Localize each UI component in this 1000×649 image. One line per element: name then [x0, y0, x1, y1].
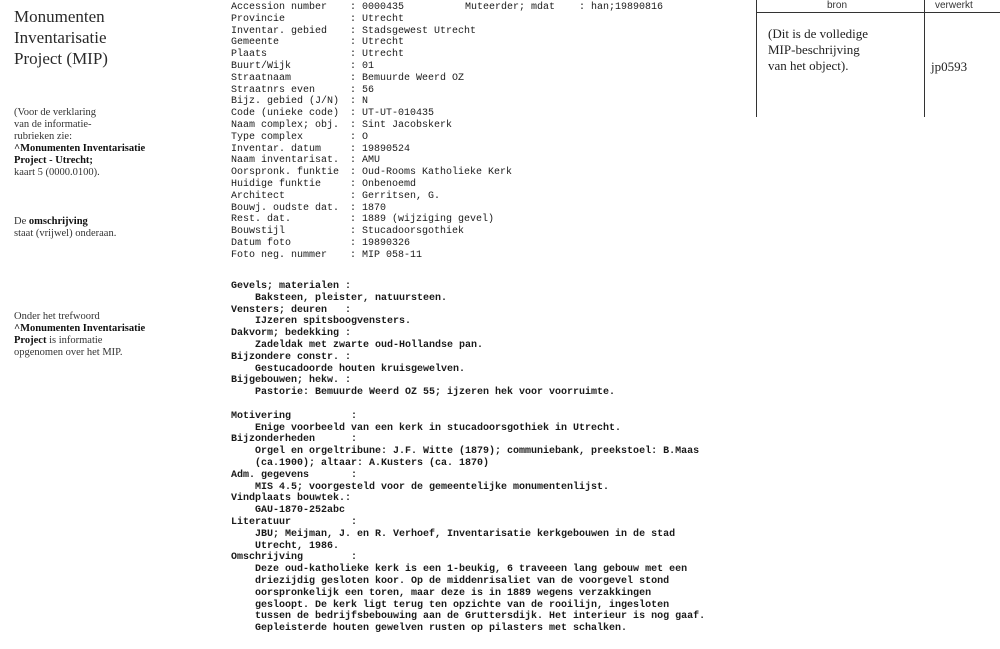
- section-line: MIS 4.5; voorgesteld voor de gemeentelijke monumentenlijst.: [255, 481, 610, 493]
- note-line: staat (vrijwel) onderaan.: [14, 228, 117, 239]
- section-line: Zadeldak met zwarte oud-Hollandse pan.: [255, 339, 484, 351]
- record-fields: [231, 2, 664, 262]
- field-value: : N: [350, 96, 369, 108]
- field-label: Code (unieke code): [231, 108, 340, 120]
- section-line: oorspronkelijk een toren, maar deze is in 1889 wegens verzakkingen: [255, 587, 652, 599]
- field-value: : 19890326: [350, 237, 411, 249]
- page-title: [14, 6, 214, 69]
- description-note: [14, 216, 224, 240]
- section-line: Deze oud-katholieke kerk is een 1-beukig, 6 traveeen lang gebouw met een: [255, 564, 688, 576]
- field-label: Bouwstijl: [231, 226, 286, 238]
- column-header-verwerkt: verwerkt: [935, 0, 973, 11]
- source-desc-line: (Dit is de volledige: [768, 26, 869, 41]
- field-row: [231, 226, 512, 238]
- title-line: Monumenten: [14, 7, 105, 26]
- note-text: is informatie: [46, 335, 103, 346]
- field-row: [231, 203, 512, 215]
- field-label: Straatnaam: [231, 72, 292, 84]
- field-label: Naam inventarisat.: [231, 155, 340, 167]
- field-row: [231, 14, 512, 26]
- field-row: [231, 96, 512, 108]
- note-keyword: omschrijving: [28, 216, 88, 227]
- title-line: Inventarisatie: [14, 28, 107, 47]
- section-heading: Bijzonderheden :: [231, 434, 358, 446]
- field-label: Inventar. gebied: [231, 25, 328, 37]
- field-row: [231, 155, 512, 167]
- field-label: Inventar. datum: [231, 143, 322, 155]
- field-row: [231, 214, 512, 226]
- source-description: [768, 26, 868, 74]
- section-line: tussen de bedrijfsbebouwing aan de Gruttersdijk. Het interieur is nog gaaf.: [255, 611, 706, 623]
- field-label: Architect: [231, 190, 286, 202]
- field-value: : Gerritsen, G.: [350, 190, 441, 202]
- mip-reference-link[interactable]: Project - Utrecht;: [14, 155, 93, 166]
- field-label: Plaats: [231, 49, 268, 61]
- field-row: [231, 238, 512, 250]
- field-value: : 19890524: [350, 143, 411, 155]
- field-row: [231, 26, 512, 38]
- field-value: : 01: [350, 60, 375, 72]
- section-line: Enige voorbeeld van een kerk in stucadoorsgothiek in Utrecht.: [255, 422, 622, 434]
- note-line: (Voor de verklaring: [14, 107, 97, 118]
- field-row: [231, 191, 512, 203]
- field-label: Foto neg. nummer: [231, 249, 328, 261]
- field-value: : 1870: [350, 202, 387, 214]
- note-line: van de informatie-: [14, 119, 92, 130]
- section-heading: Literatuur :: [231, 516, 358, 528]
- section-line: (ca.1900); altaar: A.Kusters (ca. 1870): [255, 457, 490, 469]
- field-label: Rest. dat.: [231, 214, 292, 226]
- field-value: : Stadsgewest Utrecht: [350, 25, 477, 37]
- field-label: Bijz. gebied (J/N): [231, 96, 340, 108]
- field-value: : Stucadoorsgothiek: [350, 226, 465, 238]
- field-label: Oorspronk. funktie: [231, 167, 340, 179]
- keyword-note: [14, 311, 224, 359]
- field-value: : 1889 (wijziging gevel): [350, 214, 495, 226]
- note-line: rubrieken zie:: [14, 131, 73, 142]
- section-heading: Bijgebouwen; hekw. :: [231, 375, 352, 387]
- record-body: [231, 281, 705, 635]
- mip-keyword-link[interactable]: Project: [14, 335, 47, 346]
- title-line: Project (MIP): [14, 49, 108, 68]
- section-line: Gepleisterde houten gewelven rusten op pilasters met schalken.: [255, 623, 628, 635]
- field-row: [231, 108, 512, 120]
- field-label: Huidige funktie: [231, 178, 322, 190]
- field-row: [231, 37, 512, 49]
- note-line: kaart 5 (0000.0100).: [14, 167, 100, 178]
- section-heading: Dakvorm; bedekking :: [231, 328, 352, 340]
- note-line: Onder het trefwoord: [14, 311, 100, 322]
- section-heading: Gevels; materialen :: [231, 281, 352, 292]
- processed-code: jp0593: [931, 59, 968, 74]
- section-line: IJzeren spitsboogvensters.: [255, 316, 412, 328]
- field-label: Type complex: [231, 131, 304, 143]
- note-text: De: [14, 216, 29, 227]
- field-value: : Utrecht: [350, 37, 405, 49]
- field-label: Bouwj. oudste dat.: [231, 202, 340, 214]
- field-label: Datum foto: [231, 237, 292, 249]
- section-line: driezijdig gesloten koor. Op de middenrisaliet van de voorgevel stond: [255, 575, 670, 587]
- section-line: Pastorie: Bemuurde Weerd OZ 55; ijzeren hek voor voorruimte.: [255, 387, 616, 399]
- mip-keyword-link[interactable]: ^Monumenten Inventarisatie: [14, 323, 146, 334]
- section-heading: Bijzondere constr. :: [231, 351, 352, 363]
- field-value: : Sint Jacobskerk: [350, 119, 453, 131]
- field-value: : Oud-Rooms Katholieke Kerk: [350, 167, 513, 179]
- field-row: [231, 250, 512, 262]
- section-line: Baksteen, pleister, natuursteen.: [255, 292, 448, 304]
- section-heading: Motivering :: [231, 410, 358, 422]
- field-label: Accession number: [231, 2, 328, 13]
- column-header-bron: bron: [827, 0, 848, 11]
- field-value: : AMU: [350, 155, 381, 167]
- field-value: : Bemuurde Weerd OZ: [350, 72, 465, 84]
- field-label: Naam complex; obj.: [231, 119, 340, 131]
- field-value: : O: [350, 131, 369, 143]
- field-row: [231, 120, 512, 132]
- field-label: Straatnrs even: [231, 84, 316, 96]
- note-line: opgenomen over het MIP.: [14, 347, 123, 358]
- field-label: Gemeente: [231, 37, 280, 49]
- section-line: Utrecht, 1986.: [255, 540, 340, 552]
- field-row: [231, 73, 512, 85]
- info-note: [14, 107, 224, 179]
- section-line: GAU-1870-252abc: [255, 505, 346, 517]
- field-value: : Utrecht: [350, 49, 405, 61]
- source-desc-line: MIP-beschrijving: [768, 42, 860, 57]
- section-heading: Adm. gegevens :: [231, 469, 358, 481]
- mip-reference-link[interactable]: ^Monumenten Inventarisatie: [14, 143, 146, 154]
- field-row: [231, 144, 512, 156]
- section-line: Gestucadoorde houten kruisgewelven.: [255, 363, 466, 375]
- field-value: : Onbenoemd: [350, 178, 417, 190]
- field-label: Provincie: [231, 13, 286, 25]
- field-value: : UT-UT-010435: [350, 108, 435, 120]
- section-heading: Omschrijving :: [231, 552, 358, 564]
- section-line: Orgel en orgeltribune: J.F. Witte (1879); communiebank, preekstoel: B.Maas: [255, 446, 700, 458]
- field-value: : MIP 058-11: [350, 249, 423, 261]
- mutator-info: Muteerder; mdat : han;19890816: [465, 2, 664, 13]
- field-value: : 56: [350, 84, 375, 96]
- source-table: [756, 0, 1000, 117]
- source-desc-line: van het object).: [768, 58, 849, 73]
- field-row: [231, 132, 512, 144]
- field-value: : 0000435: [350, 2, 405, 13]
- section-heading: Vindplaats bouwtek.:: [231, 493, 352, 505]
- section-line: gesloopt. De kerk ligt terug ten opzichte van de rooilijn, ingesloten: [255, 599, 670, 611]
- field-row: [231, 179, 512, 191]
- field-row: [231, 49, 512, 61]
- section-line: JBU; Meijman, J. en R. Verhoef, Inventarisatie kerkgebouwen in de stad: [255, 528, 676, 540]
- field-label: Buurt/Wijk: [231, 60, 292, 72]
- field-row: [231, 167, 512, 179]
- field-value: : Utrecht: [350, 13, 405, 25]
- section-heading: Vensters; deuren :: [231, 304, 352, 316]
- field-row: [231, 85, 512, 97]
- field-row: [231, 61, 512, 73]
